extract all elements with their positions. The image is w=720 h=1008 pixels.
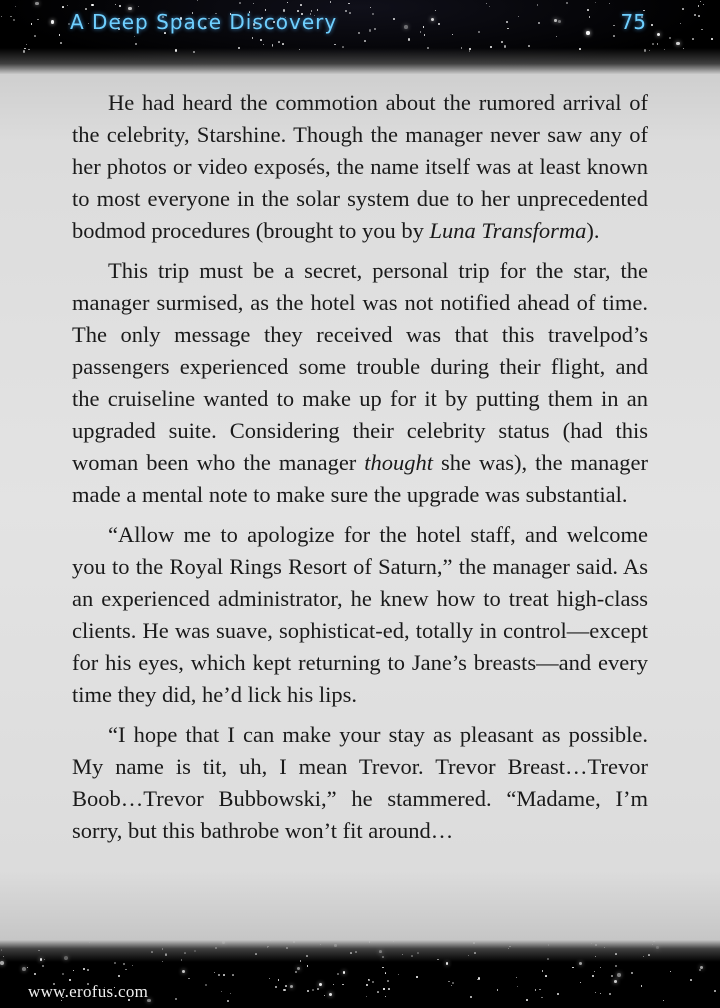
star-dot (238, 47, 240, 49)
star-dot (653, 941, 654, 942)
star-dot (89, 942, 90, 943)
star-dot (51, 20, 55, 24)
star-dot (592, 975, 594, 977)
star-dot (579, 48, 581, 50)
star-dot (528, 45, 530, 47)
page-body (0, 74, 720, 940)
star-dot (558, 20, 561, 23)
star-dot (227, 1000, 229, 1002)
star-dot (123, 963, 125, 965)
star-dot (334, 44, 335, 45)
star-dot (411, 955, 413, 957)
star-dot (404, 25, 408, 29)
star-dot (474, 952, 476, 954)
star-dot (27, 967, 28, 968)
star-dot (73, 970, 74, 971)
star-dot (652, 944, 653, 945)
star-dot (452, 34, 453, 35)
star-dot (694, 14, 696, 16)
star-dot (595, 992, 596, 993)
star-dot (566, 2, 567, 3)
star-dot (657, 33, 660, 36)
star-dot (664, 49, 666, 51)
star-dot (393, 18, 395, 20)
star-dot (299, 49, 300, 50)
star-dot (518, 16, 519, 17)
star-dot (427, 47, 429, 49)
star-dot (214, 972, 215, 973)
star-dot (682, 8, 684, 10)
star-dot (683, 48, 684, 49)
star-dot (293, 941, 295, 943)
star-dot (118, 975, 120, 977)
star-dot (431, 18, 434, 21)
star-dot (138, 6, 139, 7)
star-dot (134, 36, 135, 37)
page-number: 75 (620, 10, 646, 34)
star-dot (572, 967, 574, 969)
star-dot (424, 34, 425, 35)
star-dot (539, 989, 540, 990)
star-dot (711, 38, 713, 40)
star-dot (641, 985, 643, 987)
star-dot (670, 971, 671, 972)
star-dot (470, 996, 472, 998)
star-dot (194, 950, 196, 952)
star-dot (469, 48, 471, 50)
star-dot (40, 958, 43, 961)
star-dot (38, 950, 40, 952)
star-dot (1, 949, 3, 951)
star-dot (184, 952, 186, 954)
italic-text: thought (364, 450, 434, 475)
star-dot (554, 19, 557, 22)
star-dot (222, 941, 225, 944)
text-run: ). (586, 218, 600, 243)
star-dot (609, 3, 611, 5)
paragraph (72, 519, 648, 711)
star-dot (282, 43, 284, 45)
star-dot (388, 988, 390, 990)
star-dot (188, 978, 190, 980)
star-dot (506, 21, 508, 23)
star-dot (342, 984, 343, 985)
star-dot (657, 43, 658, 44)
star-dot (517, 986, 518, 987)
star-dot (385, 996, 386, 997)
star-dot (278, 41, 280, 43)
star-dot (278, 979, 279, 980)
star-dot (557, 993, 559, 995)
star-dot (28, 49, 29, 50)
star-dot (62, 6, 64, 8)
star-dot (680, 23, 681, 24)
star-dot (451, 985, 452, 986)
star-dot (579, 962, 582, 965)
star-dot (215, 947, 217, 949)
star-dot (175, 49, 177, 51)
star-dot (468, 955, 470, 957)
star-dot (526, 999, 528, 1001)
star-dot (300, 960, 302, 962)
star-dot (345, 10, 347, 12)
star-dot (648, 954, 650, 956)
star-dot (604, 947, 606, 949)
text-run: “Allow me to apologize for the hotel staff, and welcome you to the Royal Rings Resort of Saturn,” the manager said. As an experienced administrator, he knew how to treat high-class clients. He was suave, sophisticat-ed, totally in control—except for his eyes, which kept returning to Jane’s breasts—and every time they did, he’d lick his lips. (72, 522, 648, 707)
star-dot (393, 941, 394, 942)
star-dot (644, 49, 646, 51)
star-dot (692, 38, 694, 40)
star-dot (329, 993, 332, 996)
star-dot (374, 28, 376, 30)
star-dot (364, 40, 366, 42)
star-dot (342, 46, 344, 48)
star-dot (62, 973, 64, 975)
star-dot (239, 2, 241, 4)
star-dot (461, 47, 463, 49)
star-dot (10, 16, 12, 18)
star-dot (438, 23, 440, 25)
star-dot (252, 37, 254, 39)
star-dot (35, 2, 38, 5)
star-dot (22, 967, 26, 971)
star-dot (355, 951, 356, 952)
star-dot (162, 961, 163, 962)
star-dot (545, 975, 547, 977)
star-dot (542, 970, 543, 971)
star-dot (663, 1000, 664, 1001)
star-dot (594, 971, 595, 972)
star-dot (3, 956, 5, 958)
star-dot (119, 5, 121, 7)
star-dot (15, 6, 16, 7)
star-dot (320, 944, 321, 945)
star-dot (416, 976, 417, 977)
star-dot (114, 962, 116, 964)
star-dot (135, 43, 137, 45)
star-dot (42, 965, 44, 967)
star-dot (69, 979, 71, 981)
star-dot (283, 989, 285, 991)
star-dot (617, 973, 621, 977)
star-dot (297, 967, 300, 970)
star-dot (23, 50, 25, 52)
star-dot (556, 36, 557, 37)
star-dot (263, 44, 264, 45)
star-dot (497, 989, 499, 991)
star-dot (516, 977, 518, 979)
star-dot (132, 965, 133, 966)
star-dot (307, 990, 309, 992)
star-dot (382, 967, 384, 969)
star-dot (267, 947, 268, 948)
star-dot (580, 982, 581, 983)
site-watermark: www.erofus.com (28, 982, 149, 1001)
star-dot (162, 948, 163, 949)
star-dot (507, 28, 509, 30)
star-dot (613, 35, 615, 37)
page-footer (0, 940, 720, 1008)
star-dot (267, 946, 269, 948)
star-dot (448, 981, 450, 983)
star-dot (486, 3, 487, 4)
star-dot (614, 980, 617, 983)
star-dot (255, 953, 257, 955)
star-dot (115, 4, 116, 5)
star-dot (589, 16, 591, 18)
star-dot (541, 997, 542, 998)
star-dot (366, 984, 368, 986)
star-dot (651, 24, 653, 26)
star-dot (13, 19, 15, 21)
star-dot (385, 973, 386, 974)
star-dot (369, 29, 371, 31)
star-dot (197, 0, 198, 1)
star-dot (387, 980, 389, 982)
star-dot (698, 15, 700, 17)
body-text (72, 87, 648, 855)
star-dot (473, 942, 475, 944)
star-dot (295, 971, 297, 973)
star-dot (600, 967, 601, 968)
star-dot (44, 959, 45, 960)
star-dot (223, 974, 225, 976)
star-dot (508, 948, 509, 949)
star-dot (649, 50, 650, 51)
star-dot (600, 993, 601, 994)
star-dot (87, 969, 89, 971)
star-dot (417, 952, 419, 954)
star-dot (676, 42, 680, 46)
star-dot (435, 10, 436, 11)
star-dot (379, 950, 382, 953)
star-dot (270, 940, 271, 941)
star-dot (125, 969, 126, 970)
star-dot (586, 31, 589, 34)
star-dot (595, 956, 596, 957)
star-dot (595, 944, 597, 946)
star-dot (205, 984, 207, 986)
star-dot (535, 989, 536, 990)
text-run: “I hope that I can make your stay as pleasant as possible. My name is tit, uh, I mean Trevor. Trevor Breast…Trevor Boob…Trevor Bubbowski,” he stammered. “Madame, I’m sorry, but this bathrobe won’t fit around… (72, 722, 648, 843)
text-run: This trip must be a secret, personal trip for the star, the manager surmised, as the hotel was not notified ahead of time. The only message they received was that this travelpod’s passengers experienced some trouble during their flight, and the cruiseline wanted to make up for it by putting them in an upgraded suite. Considering their celebrity status (had this woman been who the manager (72, 258, 648, 475)
star-dot (402, 954, 404, 956)
star-dot (272, 45, 274, 47)
star-dot (615, 965, 616, 966)
star-dot (595, 2, 596, 3)
star-dot (446, 962, 449, 965)
star-dot (669, 37, 671, 39)
book-title: A Deep Space Discovery (70, 10, 338, 34)
star-dot (370, 7, 371, 8)
star-dot (312, 989, 314, 991)
paragraph (72, 87, 648, 247)
star-dot (366, 996, 367, 997)
star-dot (269, 978, 270, 979)
star-dot (349, 12, 351, 14)
star-dot (181, 959, 182, 960)
text-run: He had heard the commotion about the rumored arrival of the celebrity, Starshine. Though the manager never saw any of her photos or video exposés, the name itself was at least known to most everyone in the solar system due to her unprecedented bodmod procedures (brought to you by (72, 90, 648, 243)
star-dot (330, 1, 331, 2)
star-dot (501, 41, 503, 43)
star-dot (300, 4, 302, 6)
star-dot (699, 969, 701, 971)
star-dot (165, 954, 167, 956)
star-dot (218, 974, 220, 976)
star-dot (382, 956, 385, 959)
star-dot (358, 32, 359, 33)
star-dot (67, 5, 68, 6)
page-header (0, 0, 720, 74)
star-dot (59, 34, 61, 36)
star-dot (337, 973, 339, 975)
star-dot (1, 16, 2, 17)
star-dot (26, 44, 27, 45)
star-dot (290, 985, 293, 988)
star-dot (423, 26, 425, 28)
star-dot (182, 970, 185, 973)
star-dot (260, 39, 262, 41)
star-dot (334, 944, 336, 946)
star-dot (398, 974, 399, 975)
star-dot (60, 42, 62, 44)
star-dot (319, 983, 322, 986)
star-dot (652, 43, 654, 45)
star-dot (348, 3, 350, 5)
star-dot (714, 990, 716, 992)
star-dot (609, 993, 611, 995)
star-dot (690, 979, 692, 981)
star-dot (408, 38, 410, 40)
star-dot (537, 4, 538, 5)
star-dot (64, 956, 68, 960)
star-dot (478, 31, 480, 33)
star-dot (31, 23, 33, 25)
star-dot (343, 971, 346, 974)
star-dot (232, 974, 234, 976)
star-dot (703, 4, 704, 5)
star-dot (34, 973, 36, 975)
star-dot (452, 982, 454, 984)
star-dot (437, 959, 438, 960)
star-dot (317, 988, 319, 990)
star-dot (83, 968, 85, 970)
paragraph (72, 719, 648, 847)
star-dot (383, 988, 384, 989)
star-dot (587, 9, 589, 11)
star-dot (613, 25, 615, 27)
star-dot (287, 2, 288, 3)
star-dot (253, 3, 254, 4)
star-dot (547, 958, 549, 960)
star-dot (230, 993, 231, 994)
star-dot (377, 991, 379, 993)
star-dot (221, 991, 222, 992)
star-dot (643, 956, 644, 957)
star-dot (369, 941, 370, 942)
star-dot (193, 51, 195, 53)
star-dot (548, 944, 550, 946)
star-dot (700, 1, 701, 2)
star-dot (509, 946, 510, 947)
star-dot (175, 998, 176, 999)
star-dot (372, 13, 374, 15)
star-dot (275, 986, 276, 987)
star-dot (0, 961, 4, 965)
star-dot (307, 965, 308, 966)
star-dot (504, 45, 506, 47)
star-dot (490, 46, 492, 48)
star-dot (165, 953, 167, 955)
star-dot (324, 995, 325, 996)
star-dot (631, 972, 632, 973)
star-dot (151, 951, 153, 953)
star-dot (656, 946, 659, 949)
star-dot (698, 5, 699, 6)
star-dot (489, 6, 490, 7)
star-dot (538, 22, 540, 24)
star-dot (34, 35, 36, 37)
star-dot (615, 953, 617, 955)
star-dot (286, 947, 288, 949)
text-run: she was), the manager made a mental note to make sure the upgrade was substantial. (72, 450, 648, 507)
star-dot (591, 943, 592, 944)
italic-text: Luna Transforma (429, 218, 587, 243)
star-dot (372, 981, 374, 983)
star-dot (333, 984, 334, 985)
star-dot (37, 19, 38, 20)
star-dot (350, 952, 352, 954)
star-dot (91, 4, 93, 6)
star-dot (478, 977, 480, 979)
star-dot (701, 29, 702, 30)
star-dot (24, 48, 26, 50)
star-dot (611, 975, 613, 977)
star-dot (469, 50, 471, 52)
star-dot (285, 985, 287, 987)
paragraph (72, 255, 648, 511)
star-dot (420, 31, 421, 32)
star-dot (306, 955, 308, 957)
